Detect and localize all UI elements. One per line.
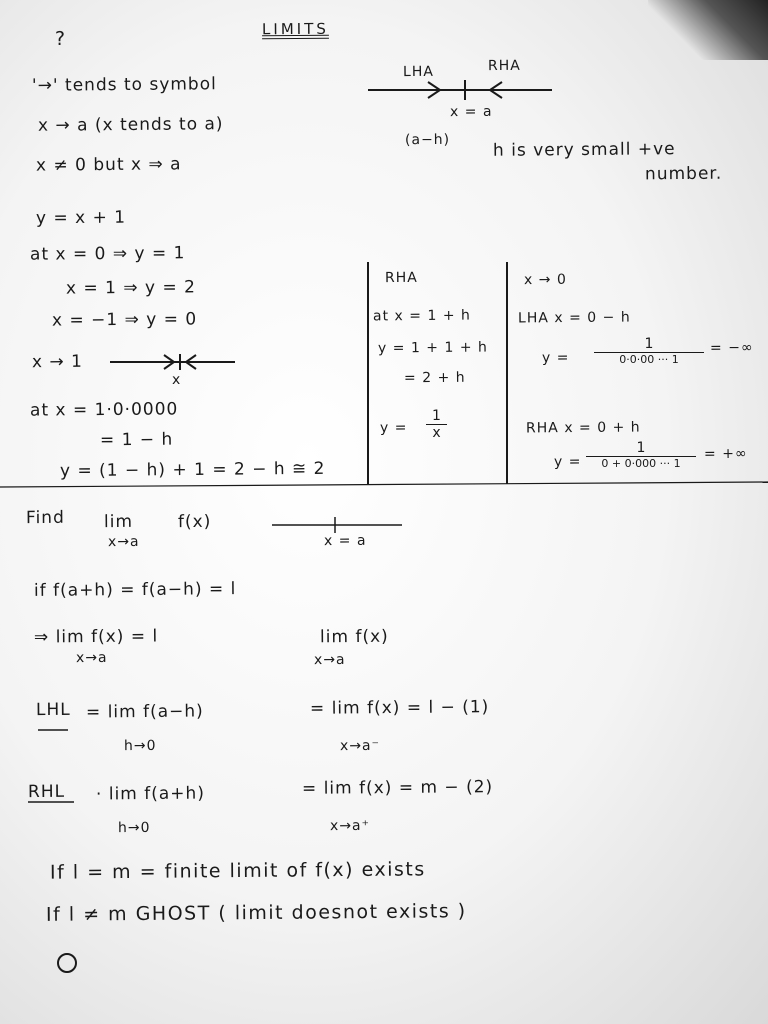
right-y1-lhs: y = <box>541 349 570 367</box>
mid-row-1: at x = 1 + h <box>372 307 471 325</box>
rha-label: RHA <box>487 57 521 75</box>
right-row-1: x → 0 <box>523 271 567 289</box>
question-mark: ? <box>54 27 67 51</box>
lhl-label: LHL <box>35 699 71 721</box>
end-mark <box>58 954 76 972</box>
rule-lim2-sub: x→a <box>313 651 346 669</box>
rhl-sub: h→0 <box>117 819 151 837</box>
intro-line-1: '→' tends to symbol <box>31 74 217 96</box>
rhl-eq: = lim f(x) = m − (2) <box>301 777 494 799</box>
mid-fraction-den: x <box>432 425 441 441</box>
h-note-1: h is very small +ve <box>492 139 676 161</box>
conclusion-2: If l ≠ m GHOST ( limit doesnot exists ) <box>45 900 467 926</box>
lhl-expr: = lim f(a−h) <box>85 701 204 723</box>
right-fraction-2 <box>586 440 696 470</box>
mid-fraction <box>426 408 447 441</box>
right-fraction-1-den: 0·0·00 ··· 1 <box>619 353 679 366</box>
point-label: x = a <box>449 103 493 121</box>
find-lim: lim <box>103 511 134 533</box>
example-row-6: y = (1 − h) + 1 = 2 − h ≅ 2 <box>59 458 326 482</box>
right-rha: RHA x = 0 + h <box>525 419 641 437</box>
example-row-2: x = 1 ⇒ y = 2 <box>65 277 197 299</box>
intro-line-2: x → a (x tends to a) <box>37 114 224 136</box>
page-title: LIMITS <box>261 19 329 39</box>
rhl-eq-sub: x→a⁺ <box>329 817 371 835</box>
mid-fraction-num: 1 <box>426 408 447 425</box>
find-sub: x→a <box>107 533 140 551</box>
lha-label: LHA <box>402 63 434 81</box>
example-arrow: x → 1 <box>31 351 84 373</box>
rule-lim2: lim f(x) <box>319 626 389 648</box>
example-row-5: = 1 − h <box>99 429 174 451</box>
section-divider <box>0 482 768 487</box>
lhl-eq: = lim f(x) = l − (1) <box>309 697 490 719</box>
h-note-2: number. <box>644 163 723 185</box>
rule-if: if f(a+h) = f(a−h) = l <box>33 579 237 601</box>
mid-row-3: = 2 + h <box>403 369 466 387</box>
left-point-label: (a−h) <box>404 131 451 149</box>
mid-row-4: y = <box>379 419 408 437</box>
right-y2-result: = +∞ <box>703 445 748 463</box>
right-y1-result: = −∞ <box>709 339 754 357</box>
right-lha: LHA x = 0 − h <box>517 309 631 327</box>
example-axis-label: x <box>171 371 182 389</box>
mid-row-2: y = 1 + 1 + h <box>377 339 488 357</box>
intro-line-3: x ≠ 0 but x ⇒ a <box>35 154 182 176</box>
right-fraction-1 <box>594 336 704 366</box>
example-row-3: x = −1 ⇒ y = 0 <box>51 309 198 331</box>
mid-rha: RHA <box>384 269 418 287</box>
example-equation: y = x + 1 <box>35 207 127 229</box>
conclusion-1: If l = m = finite limit of f(x) exists <box>49 858 426 884</box>
find-point: x = a <box>323 532 367 550</box>
rule-implies-sub: x→a <box>75 649 108 667</box>
right-y2-lhs: y = <box>553 453 582 471</box>
example-row-4: at x = 1·0·0000 <box>29 399 179 421</box>
right-fraction-2-num: 1 <box>586 440 696 457</box>
find-word: Find <box>25 507 65 529</box>
right-fraction-1-num: 1 <box>594 336 704 353</box>
divider-left <box>367 262 369 484</box>
lhl-sub: h→0 <box>123 737 157 755</box>
right-fraction-2-den: 0 + 0·000 ··· 1 <box>601 457 681 470</box>
rhl-expr: · lim f(a+h) <box>95 783 205 805</box>
divider-right <box>506 262 508 484</box>
rule-implies: ⇒ lim f(x) = l <box>33 626 159 648</box>
rhl-label: RHL <box>27 781 66 803</box>
example-row-1: at x = 0 ⇒ y = 1 <box>29 243 186 265</box>
lhl-eq-sub: x→a⁻ <box>339 737 381 755</box>
find-fx: f(x) <box>177 511 212 533</box>
